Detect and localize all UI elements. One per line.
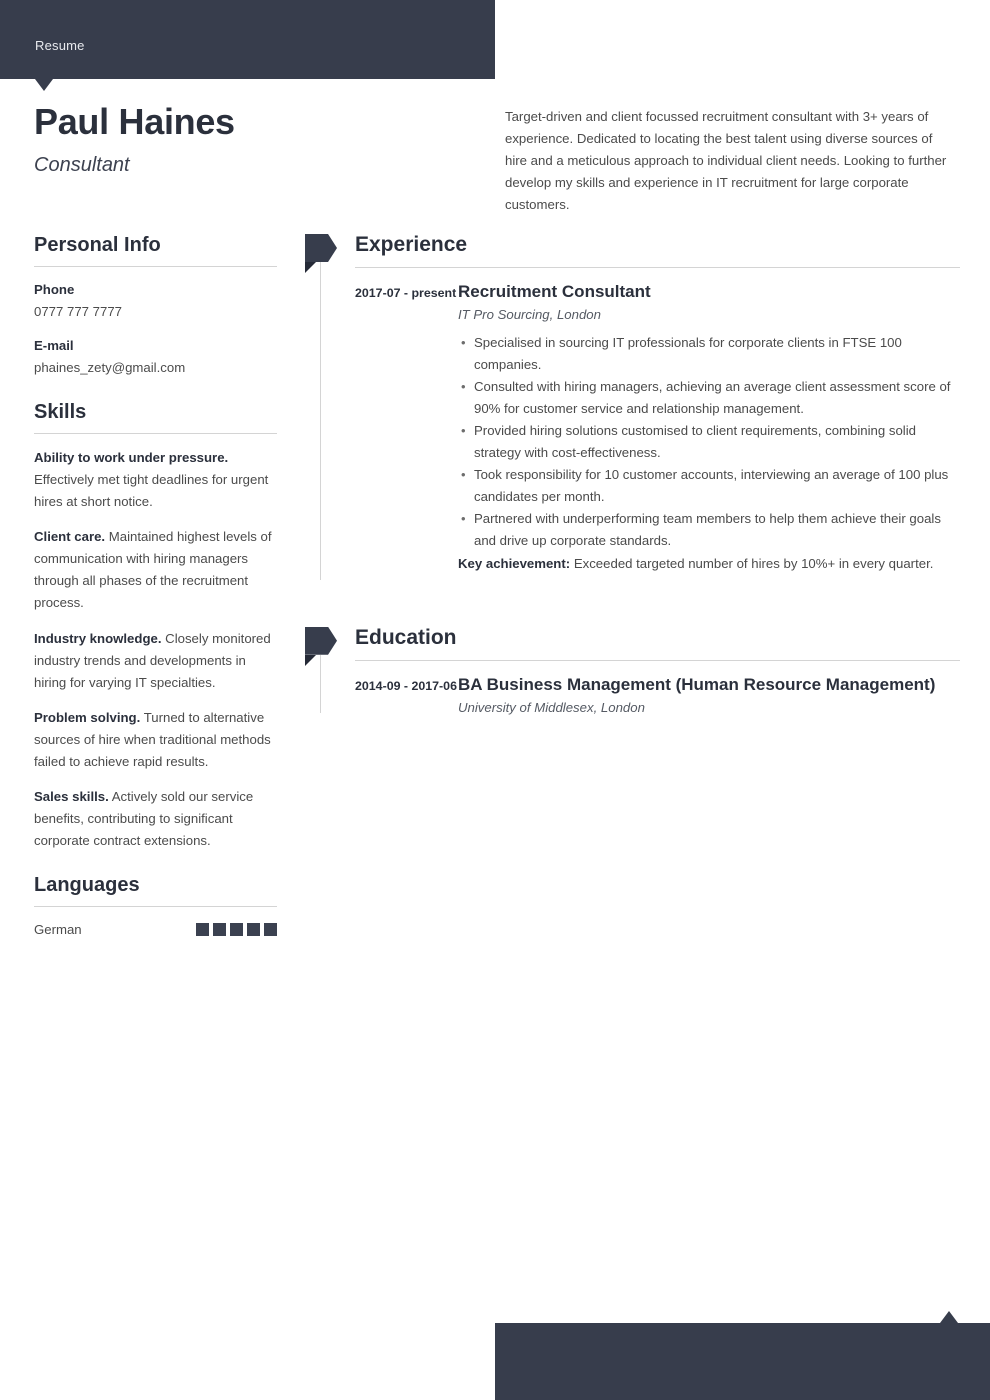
identity-block: [34, 100, 464, 177]
skill-description: Actively sold our service benefits, contributing to significant corporate contract extensions.: [34, 788, 254, 848]
bullet-item: • Provided hiring solutions customised to client requirements, combining solid strategy with cost-effectiveness.: [458, 420, 960, 464]
experience-heading: Experience: [355, 233, 468, 256]
skill-description: Maintained highest levels of communication with hiring managers through all phases of the recruitment process.: [34, 529, 272, 611]
skill-description: Effectively met tight deadlines for urgent hires at short notice.: [34, 472, 269, 510]
experience-section: [305, 232, 960, 588]
timeline-line: [320, 655, 321, 713]
key-achievement-text: Exceeded targeted number of hires by 10%+ in every quarter.: [573, 555, 934, 571]
candidate-name: Paul Haines: [34, 101, 235, 142]
skill-name: Sales skills.: [34, 788, 109, 804]
entry-body: [458, 281, 960, 587]
skill-name: Client care.: [34, 529, 106, 545]
skill-description: Turned to alternative sources of hire when traditional methods failed to achieve rapid results.: [34, 709, 271, 769]
bullet-item: • Partnered with underperforming team members to help them achieve their goals and drive up corporate standards.: [458, 508, 960, 552]
skill-item: [34, 707, 277, 773]
rating-square: [230, 923, 243, 936]
header-bar: [0, 0, 495, 79]
languages-heading: Languages: [34, 873, 140, 896]
skills-section: [34, 399, 277, 852]
divider: [34, 433, 277, 434]
skill-name: Ability to work under pressure.: [34, 450, 229, 466]
sidebar: [34, 232, 277, 961]
contact-value[interactable]: 0777 777 7777: [34, 304, 123, 319]
main-content: [305, 232, 960, 722]
ribbon-fold-icon: [305, 262, 316, 273]
footer-bar: [495, 1323, 990, 1400]
skill-name: Industry knowledge.: [34, 630, 162, 646]
divider: [355, 660, 960, 661]
contact-item-phone: [34, 279, 277, 323]
bullet-item: • Consulted with hiring managers, achieving an average client assessment score of 90% for customer service and relationship management.: [458, 376, 960, 420]
divider: [34, 906, 277, 907]
divider: [34, 266, 277, 267]
language-row: [34, 919, 277, 941]
entry-organization: IT Pro Sourcing, London: [458, 307, 601, 323]
contact-label: E-mail: [34, 338, 74, 353]
entry-dates: 2014-09 - 2017-06: [355, 678, 457, 693]
rating-square: [247, 923, 260, 936]
contact-value[interactable]: phaines_zety@gmail.com: [34, 360, 186, 375]
skill-item: [34, 786, 277, 852]
education-heading: Education: [355, 625, 457, 649]
skills-heading: Skills: [34, 401, 87, 423]
education-entry: [355, 674, 960, 716]
skill-item: [34, 628, 277, 694]
skill-item: [34, 526, 277, 614]
entry-dates: 2017-07 - present: [355, 286, 457, 301]
language-name: German: [34, 921, 82, 937]
skill-name: Problem solving.: [34, 709, 141, 725]
key-achievement-label: Key achievement:: [458, 555, 571, 571]
rating-square: [213, 923, 226, 936]
entry-bullets: [458, 332, 960, 552]
section-ribbon-icon: [305, 234, 337, 262]
profile-summary: Target-driven and client focussed recruitment consultant with 3+ years of experience. Dedicated to locating the best talent using diverse sources of hire and a meticulous approach to individual client needs. Looking to further develop my skills and experience in IT recruitment for large corporate customers.: [505, 109, 947, 212]
entry-title: Recruitment Consultant: [458, 282, 651, 302]
header-notch-triangle-icon: [35, 79, 53, 91]
entry-body: [458, 674, 960, 716]
rating-square: [196, 923, 209, 936]
experience-entry: [355, 281, 960, 587]
skill-item: [34, 447, 277, 513]
section-ribbon-icon: [305, 627, 337, 655]
personal-info-section: [34, 232, 277, 379]
timeline-line: [320, 262, 321, 580]
skill-description: Closely monitored industry trends and developments in hiring for varying IT specialties.: [34, 630, 271, 690]
divider: [355, 267, 960, 268]
contact-item-email: [34, 335, 277, 379]
contact-label: Phone: [34, 282, 75, 297]
ribbon-fold-icon: [305, 655, 316, 666]
bullet-item: • Specialised in sourcing IT professionals for corporate clients in FTSE 100 companies.: [458, 332, 960, 376]
entry-title: BA Business Management (Human Resource Management): [458, 674, 936, 694]
candidate-job-title: Consultant: [34, 154, 130, 177]
key-achievement: [458, 553, 960, 575]
rating-square: [264, 923, 277, 936]
entry-organization: University of Middlesex, London: [458, 700, 645, 716]
header-label: Resume: [35, 38, 85, 53]
section-spacer: [305, 594, 960, 625]
footer-notch-triangle-icon: [940, 1311, 958, 1323]
bullet-item: • Took responsibility for 10 customer accounts, interviewing an average of 100 plus candidates per month.: [458, 464, 960, 508]
language-rating: [196, 923, 277, 936]
education-section: [305, 625, 960, 717]
languages-section: [34, 872, 277, 941]
personal-info-heading: Personal Info: [34, 234, 161, 256]
